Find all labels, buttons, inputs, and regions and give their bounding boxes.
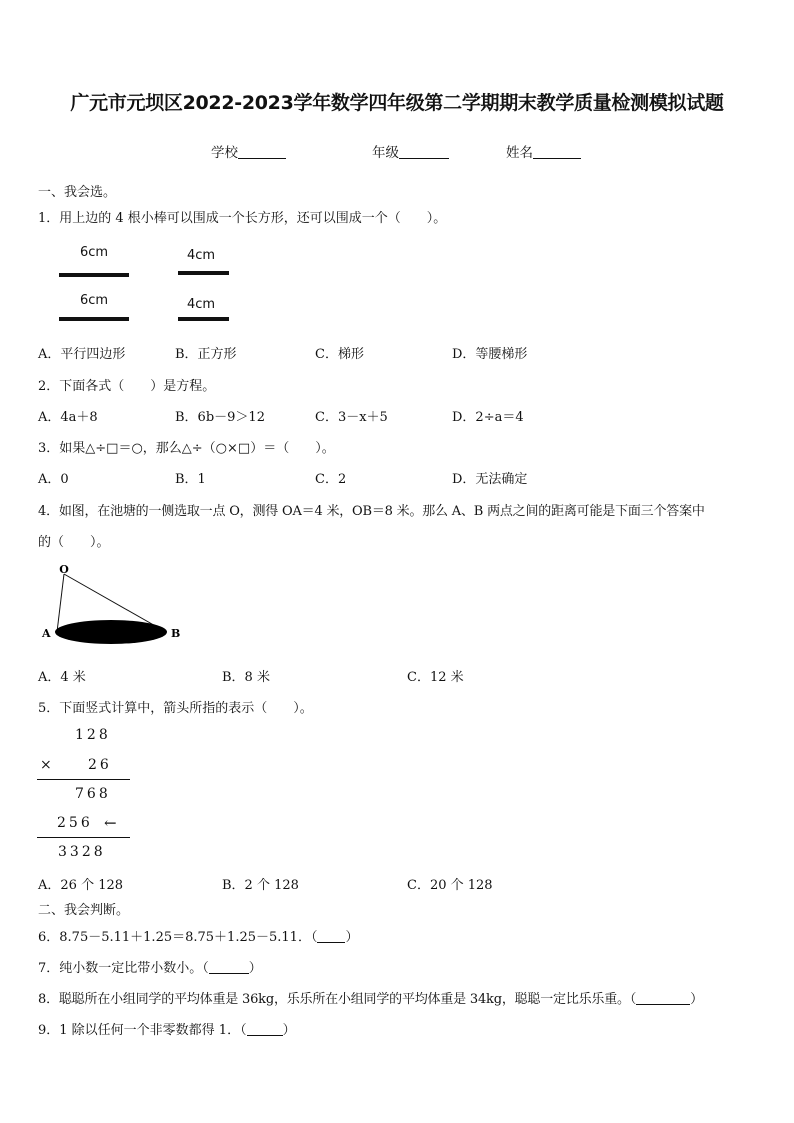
pond-shape	[55, 620, 167, 644]
stick-label: 6cm	[80, 293, 109, 308]
q7-text: 7．纯小数一定比带小数小。（	[38, 961, 209, 976]
grade-blank[interactable]	[399, 145, 449, 159]
calc-multiplicand: 128	[75, 727, 111, 743]
grade-field[interactable]	[372, 141, 449, 161]
q9-item	[38, 1019, 296, 1038]
q2-option-c[interactable]: C．3－x＋5	[315, 410, 388, 425]
section2-heading: 二、我会判断。	[38, 903, 130, 918]
q3-option-a[interactable]: A．0	[38, 472, 69, 487]
arrow-icon: ←	[104, 814, 117, 832]
q1-option-b[interactable]: B．正方形	[175, 347, 237, 362]
q3-option-b[interactable]: B．1	[175, 472, 206, 487]
q4-option-c[interactable]: C．12 米	[407, 670, 464, 685]
calc-multiplier: 26	[88, 757, 112, 773]
school-label: 学校	[211, 145, 238, 161]
name-label: 姓名	[506, 145, 533, 161]
q8-item	[38, 988, 703, 1007]
q5-option-a[interactable]: A．26 个 128	[38, 878, 124, 893]
q8-close: ）	[690, 992, 703, 1007]
name-blank[interactable]	[533, 145, 581, 159]
calc-rule-2	[37, 837, 130, 838]
q7-item	[38, 957, 262, 976]
q1-text: 1．用上边的 4 根小棒可以围成一个长方形，还可以围成一个（ ）。	[38, 211, 447, 226]
q9-text: 9．1 除以任何一个非零数都得 1．（	[38, 1023, 247, 1038]
q2-text: 2．下面各式（ ）是方程。	[38, 379, 216, 394]
q4-option-b[interactable]: B．8 米	[222, 670, 270, 685]
q9-close: ）	[282, 1023, 296, 1038]
q2-option-a[interactable]: A．4a＋8	[38, 410, 98, 425]
name-field[interactable]	[506, 141, 581, 161]
pond-diagram	[36, 560, 186, 650]
school-field[interactable]	[211, 141, 286, 161]
q7-close: ）	[248, 961, 262, 976]
page-title: 广元市元坝区2022-2023学年数学四年级第二学期期末教学质量检测模拟试题	[70, 92, 724, 114]
q4-text-line1: 4．如图，在池塘的一侧选取一点 O，测得 OA＝4 米，OB＝8 米。那么 A、B 两点之间的距离可能是下面三个答案中	[38, 504, 705, 519]
point-o-label: O	[59, 563, 69, 576]
q5-option-b[interactable]: B．2 个 128	[222, 878, 299, 893]
point-a-label: A	[42, 627, 51, 640]
q7-answer-blank[interactable]	[209, 960, 249, 974]
q6-close: ）	[345, 930, 359, 945]
stick-4cm-top	[178, 271, 229, 275]
q3-option-c[interactable]: C．2	[315, 472, 347, 487]
q1-option-d[interactable]: D．等腰梯形	[452, 347, 528, 362]
q4-text-line2: 的（ ）。	[38, 535, 110, 550]
q3-option-d[interactable]: D．无法确定	[452, 472, 528, 487]
section1-heading: 一、我会选。	[38, 185, 117, 200]
q3-text: 3．如果△÷□＝○，那么△÷（○×□）＝（ ）。	[38, 441, 335, 456]
stick-label: 4cm	[187, 297, 216, 312]
stick-4cm-bottom	[178, 317, 229, 321]
stick-6cm-bottom	[59, 317, 129, 321]
point-b-label: B	[171, 627, 181, 640]
q6-item	[38, 926, 358, 945]
q5-text: 5．下面竖式计算中，箭头所指的表示（ ）。	[38, 701, 313, 716]
calc-times-sign: ×	[40, 757, 55, 773]
segment-oa	[57, 574, 64, 632]
calc-partial-2: 256	[57, 815, 93, 831]
school-blank[interactable]	[238, 145, 286, 159]
q4-option-a[interactable]: A．4 米	[38, 670, 86, 685]
q2-option-b[interactable]: B．6b－9＞12	[175, 410, 265, 425]
q6-text: 6．8.75－5.11＋1.25＝8.75＋1.25－5.11．（	[38, 930, 318, 945]
q2-option-d[interactable]: D．2÷a＝4	[452, 410, 524, 425]
stick-label: 6cm	[80, 245, 109, 260]
stick-6cm-top	[59, 273, 129, 277]
q1-option-a[interactable]: A．平行四边形	[38, 347, 126, 362]
calc-result: 3328	[58, 844, 106, 860]
grade-label: 年级	[372, 145, 399, 161]
stick-label: 4cm	[187, 248, 216, 263]
q8-text: 8．聪聪所在小组同学的平均体重是 36kg，乐乐所在小组同学的平均体重是 34kg，聪聪一定比乐乐重。（	[38, 992, 637, 1007]
q5-option-c[interactable]: C．20 个 128	[407, 878, 493, 893]
q8-answer-blank[interactable]	[636, 991, 690, 1005]
q9-answer-blank[interactable]	[247, 1022, 283, 1036]
calc-partial-1: 768	[75, 786, 111, 802]
q6-answer-blank[interactable]	[317, 929, 345, 943]
calc-rule-1	[37, 779, 130, 780]
q1-option-c[interactable]: C．梯形	[315, 347, 364, 362]
